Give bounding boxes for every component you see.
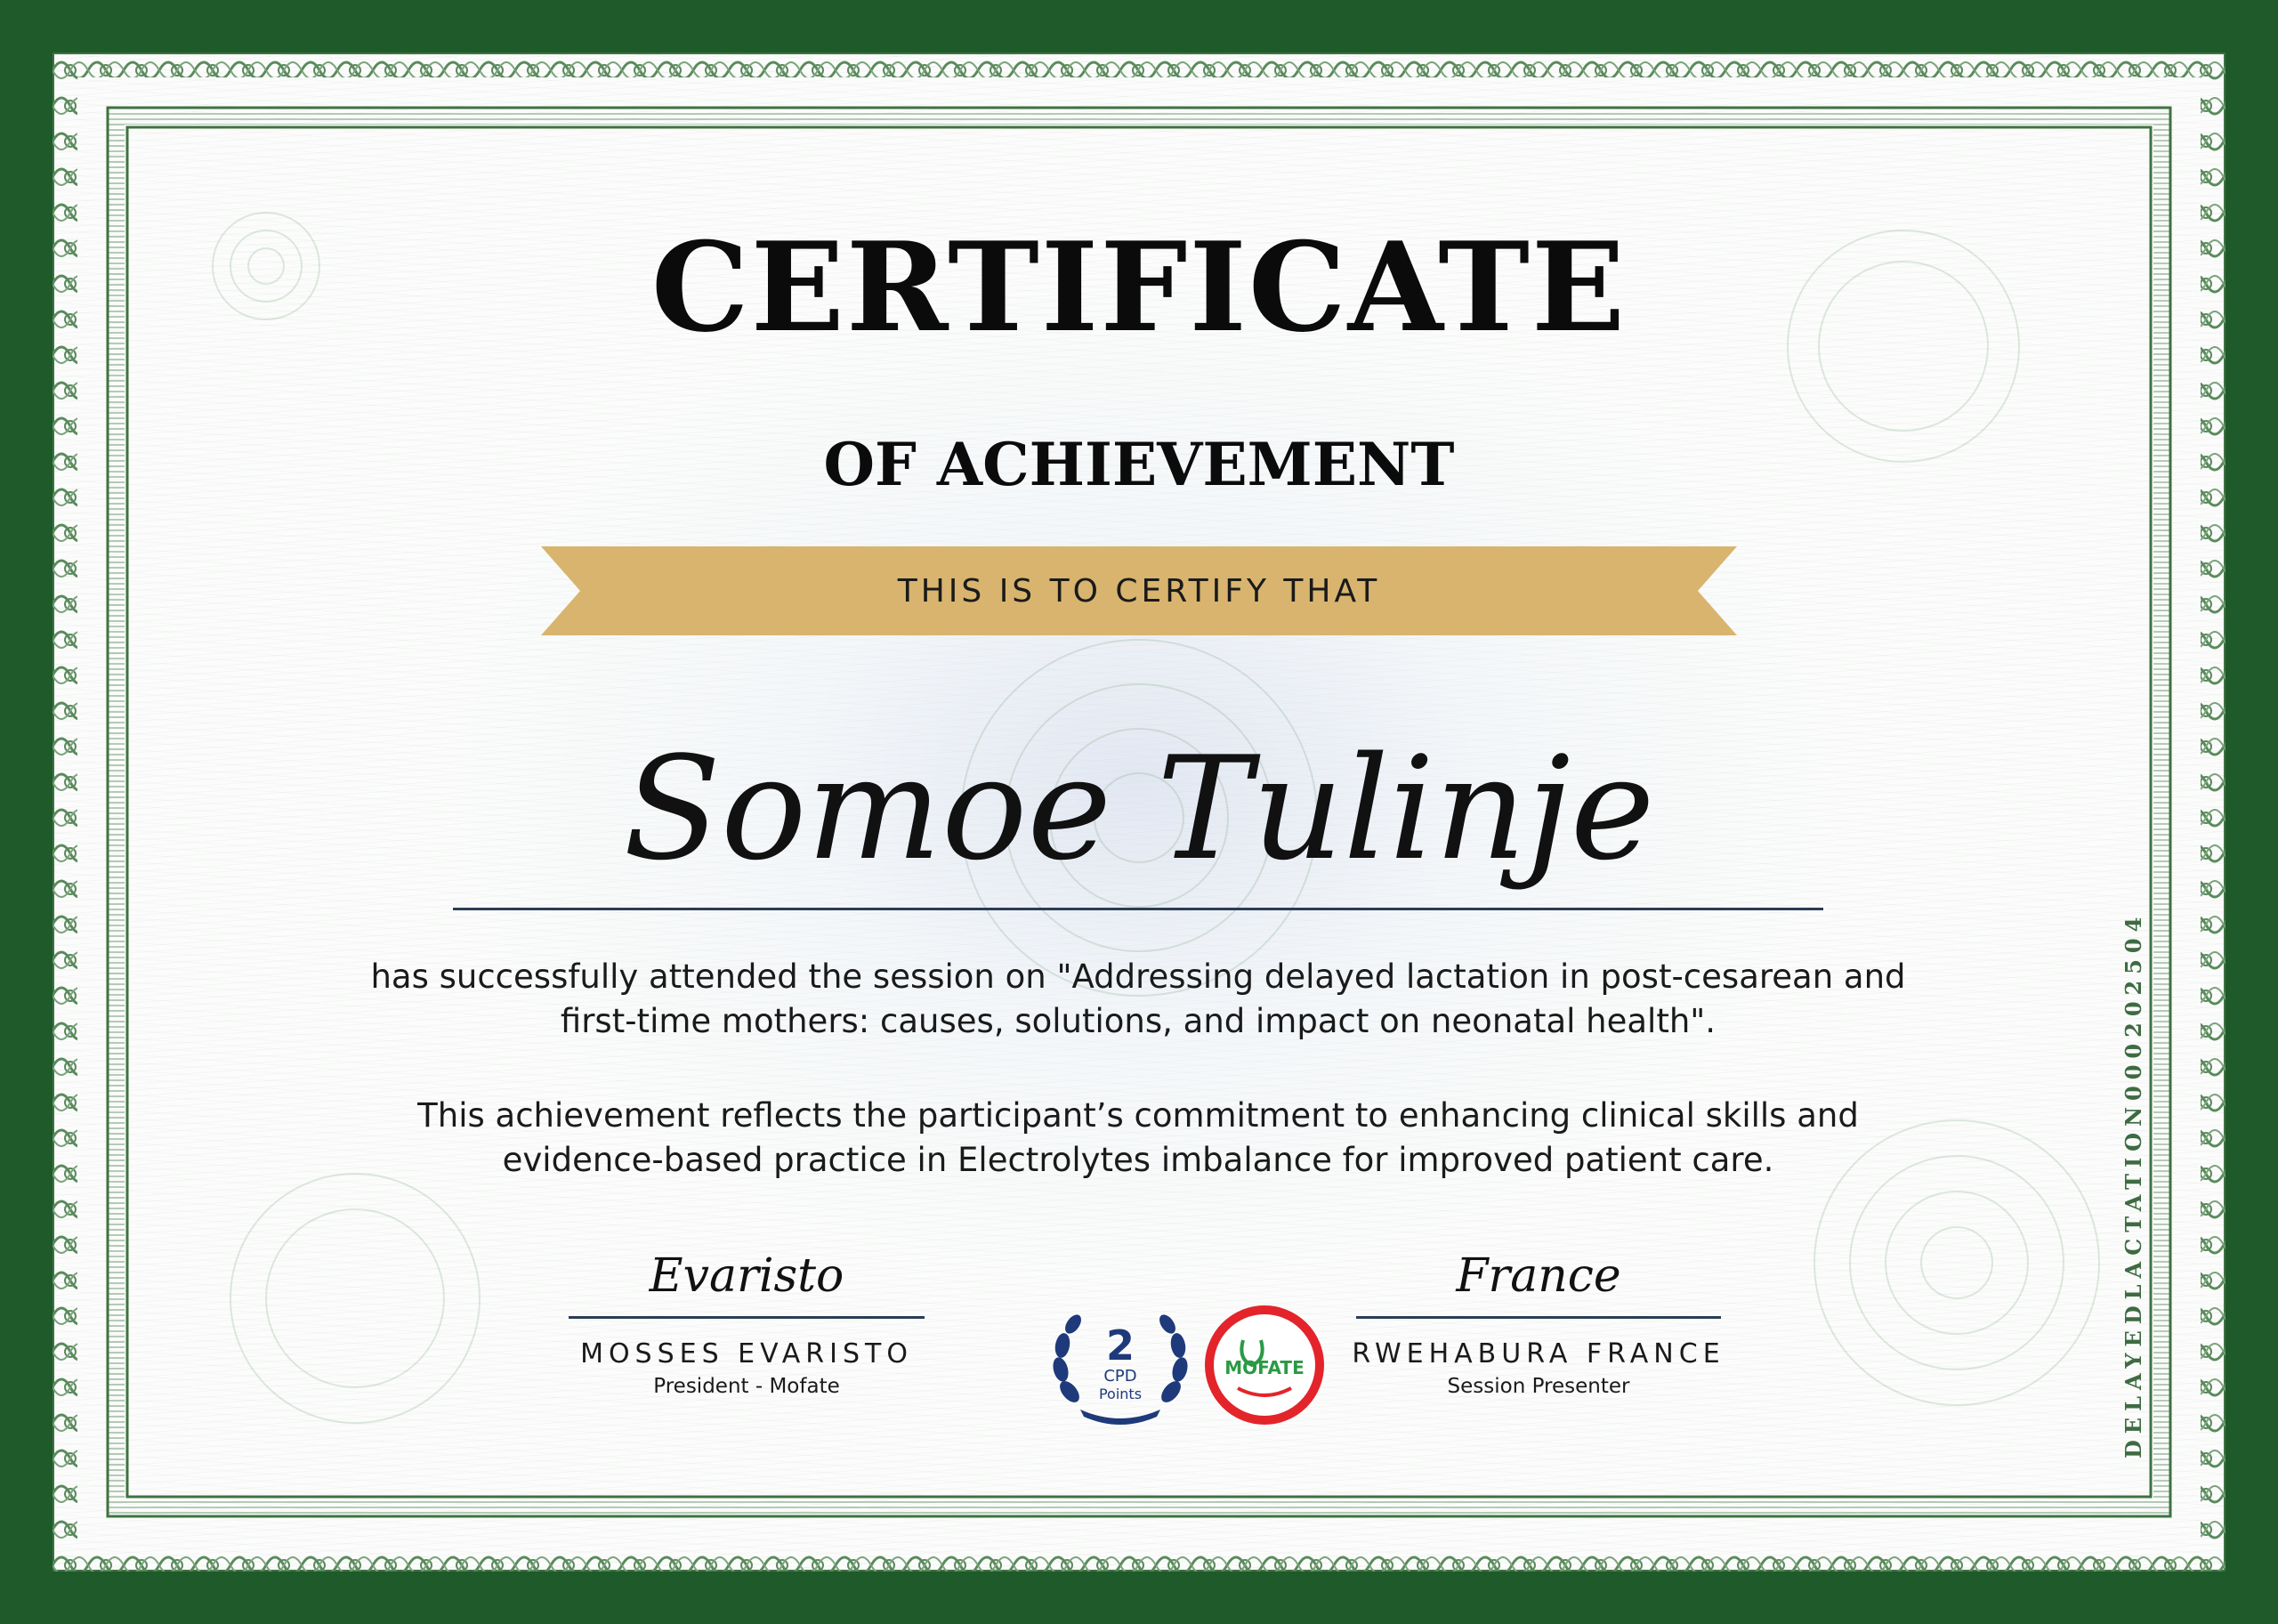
cpd-points-badge — [1045, 1303, 1196, 1427]
signatory-left-name: MOSSES EVARISTO — [580, 1338, 913, 1369]
certificate-title: CERTIFICATE — [650, 214, 1628, 360]
signatory-right-role: Session Presenter — [1447, 1375, 1630, 1398]
laurel-wreath-icon — [1045, 1303, 1196, 1427]
cpd-label: CPD — [1103, 1367, 1137, 1386]
achievement-paragraph-1 — [302, 955, 1975, 1044]
mofate-logo-icon — [1202, 1303, 1327, 1427]
signature-line-left — [569, 1316, 925, 1319]
mofate-logo — [1202, 1303, 1327, 1427]
mofate-logo-text: MOFATE — [1224, 1357, 1305, 1378]
ribbon-text: THIS IS TO CERTIFY THAT — [897, 572, 1381, 610]
achievement-paragraph-2 — [302, 1094, 1975, 1183]
name-underline — [453, 908, 1823, 910]
signatory-left-role: President - Mofate — [653, 1375, 840, 1398]
signature-left: Evaristo — [649, 1249, 844, 1303]
certificate-paper — [53, 53, 2225, 1571]
signatory-right — [1347, 1236, 1730, 1398]
serial-number: DELAYEDLACTATION000202504 — [2120, 910, 2146, 1458]
signature-line-right — [1356, 1316, 1721, 1319]
signatory-right-name: RWEHABURA FRANCE — [1352, 1338, 1725, 1369]
paragraph-1-line-2: first-time mothers: causes, solutions, and impact on neonatal health". — [560, 1002, 1717, 1040]
signature-right: France — [1456, 1249, 1621, 1303]
recipient-name: Somoe Tulinje — [623, 725, 1655, 892]
cpd-number: 2 — [1105, 1321, 1135, 1369]
ribbon-banner — [541, 546, 1737, 635]
paragraph-2-line-1: This achievement reflects the participant’s commitment to enhancing clinical skills and — [417, 1096, 1859, 1135]
points-label: Points — [1098, 1386, 1143, 1402]
certificate-subtitle: OF ACHIEVEMENT — [823, 430, 1455, 499]
paragraph-1-line-1: has successfully attended the session on "Addressing delayed lactation in post-cesarean and — [370, 957, 1906, 996]
paragraph-2-line-2: evidence-based practice in Electrolytes imbalance for improved patient care. — [502, 1141, 1774, 1179]
signatory-left — [569, 1236, 925, 1398]
